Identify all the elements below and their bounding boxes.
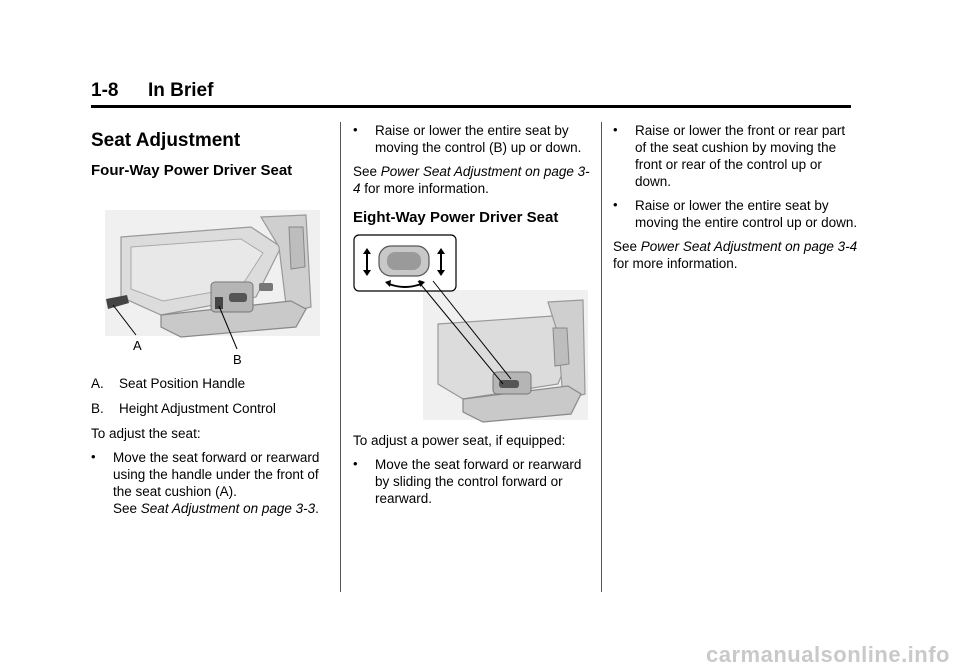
legend-text: Height Adjustment Control <box>119 401 276 416</box>
bullet-icon: • <box>613 197 618 212</box>
legend-item-a <box>91 375 331 392</box>
bullet-icon: • <box>613 122 618 137</box>
eight-way-heading: Eight-Way Power Driver Seat <box>353 209 559 226</box>
see-reference <box>353 163 593 197</box>
legend-item-b <box>91 400 331 417</box>
see-reference <box>613 238 858 272</box>
bullet-text: Raise or lower the entire seat by moving the control (B) up or down. <box>375 123 582 155</box>
see-text: See <box>353 164 378 179</box>
bullet-text: Move the seat forward or rearward using the handle under the front of the seat cushion (A). <box>113 450 320 499</box>
bullet-icon: • <box>353 456 358 471</box>
page-title: Seat Adjustment <box>91 130 241 151</box>
bullet-item <box>613 197 858 231</box>
column-3 <box>613 122 858 279</box>
reference-tail: for more information. <box>364 181 489 196</box>
column-divider <box>601 122 602 592</box>
reference-tail: for more information. <box>613 256 738 271</box>
column-1 <box>91 122 331 524</box>
bullet-icon: • <box>353 122 358 137</box>
intro-text: To adjust the seat: <box>91 426 201 441</box>
figure-label-b: B <box>233 352 242 367</box>
cross-reference: Power Seat Adjustment on page 3-4 <box>640 239 858 254</box>
section-title: In Brief <box>148 80 214 101</box>
watermark: carmanualsonline.info <box>706 642 950 667</box>
legend-key: A. <box>91 376 104 391</box>
bullet-text: Move the seat forward or rearward by sliding the control forward or rearward. <box>375 457 582 506</box>
bullet-item <box>353 122 593 156</box>
column-divider <box>340 122 341 592</box>
see-text: See <box>113 501 138 516</box>
bullet-text: Raise or lower the front or rear part of the seat cushion by moving the front or rear of the control up or down. <box>635 123 846 189</box>
see-text: See <box>613 239 638 254</box>
bullet-item <box>613 122 858 190</box>
bullet-text: Raise or lower the entire seat by moving the entire control up or down. <box>635 198 858 230</box>
legend-key: B. <box>91 401 104 416</box>
bullet-item <box>353 456 593 507</box>
bullet-item <box>91 449 331 517</box>
column-2 <box>353 122 593 514</box>
four-way-heading: Four-Way Power Driver Seat <box>91 162 293 179</box>
cross-reference: Seat Adjustment on page 3-3 <box>140 501 316 516</box>
legend-text: Seat Position Handle <box>119 376 246 391</box>
page-number: 1-8 <box>91 80 119 101</box>
reference-end: . <box>315 501 319 516</box>
intro-text: To adjust a power seat, if equipped: <box>353 433 566 448</box>
four-way-seat-illustration <box>91 187 331 367</box>
eight-way-seat-illustration <box>353 234 593 424</box>
figure-label-a: A <box>133 338 142 353</box>
cross-reference: Power Seat Adjustment on page 3-4 <box>353 164 590 196</box>
bullet-icon: • <box>91 449 96 464</box>
header-rule <box>91 105 851 108</box>
